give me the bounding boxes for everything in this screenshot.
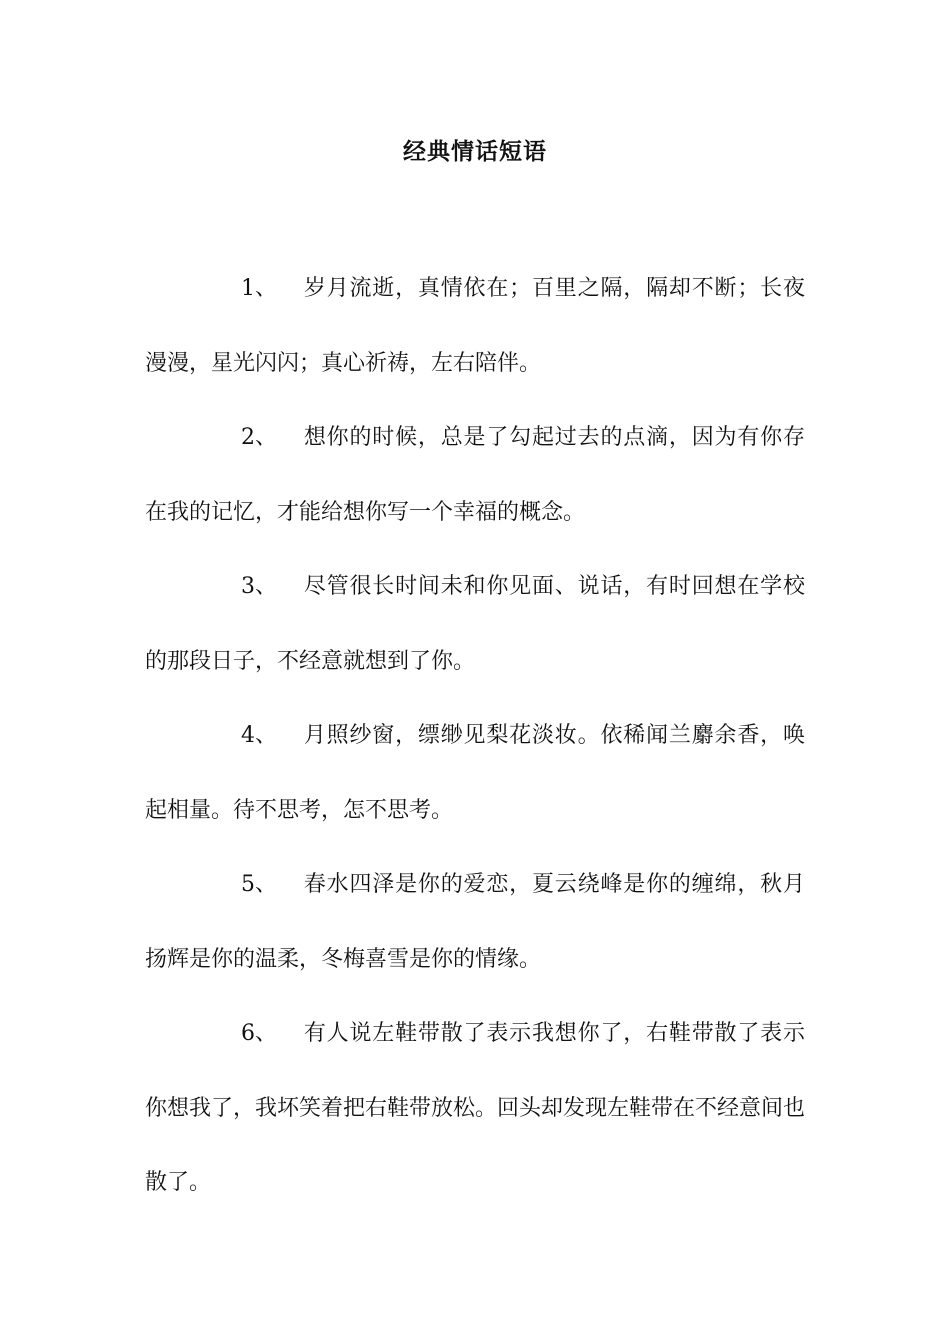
item-text: 岁月流逝，真情依在；百里之隔，隔却不断；长夜漫漫，星光闪闪；真心祈祷，左右陪伴。 [145, 276, 805, 376]
item-number: 4、 [241, 723, 277, 748]
item-text: 有人说左鞋带散了表示我想你了，右鞋带散了表示你想我了，我坏笑着把右鞋带放松。回头却发现左鞋带在不经意间也散了。 [145, 1021, 806, 1195]
document-body [145, 252, 805, 1221]
item-number: 1、 [241, 276, 277, 301]
document-title: 经典情话短语 [403, 138, 547, 165]
item-text: 想你的时候，总是了勾起过去的点滴，因为有你存在我的记忆，才能给想你写一个幸福的概念。 [145, 425, 805, 525]
list-item [145, 699, 805, 848]
list-item [145, 848, 805, 997]
list-item [145, 550, 805, 699]
item-number: 3、 [241, 574, 277, 599]
item-number: 6、 [241, 1021, 277, 1046]
item-text: 尽管很长时间未和你见面、说话，有时回想在学校的那段日子，不经意就想到了你。 [145, 574, 805, 674]
list-item [145, 252, 805, 401]
list-item [145, 997, 805, 1221]
list-item [145, 401, 805, 550]
item-text: 春水四泽是你的爱恋，夏云绕峰是你的缠绵，秋月扬辉是你的温柔，冬梅喜雪是你的情缘。 [145, 872, 805, 972]
item-text: 月照纱窗，缥缈见梨花淡妆。依稀闻兰麝余香，唤起相量。待不思考，怎不思考。 [145, 723, 805, 823]
item-number: 2、 [241, 425, 277, 450]
item-number: 5、 [241, 872, 277, 897]
